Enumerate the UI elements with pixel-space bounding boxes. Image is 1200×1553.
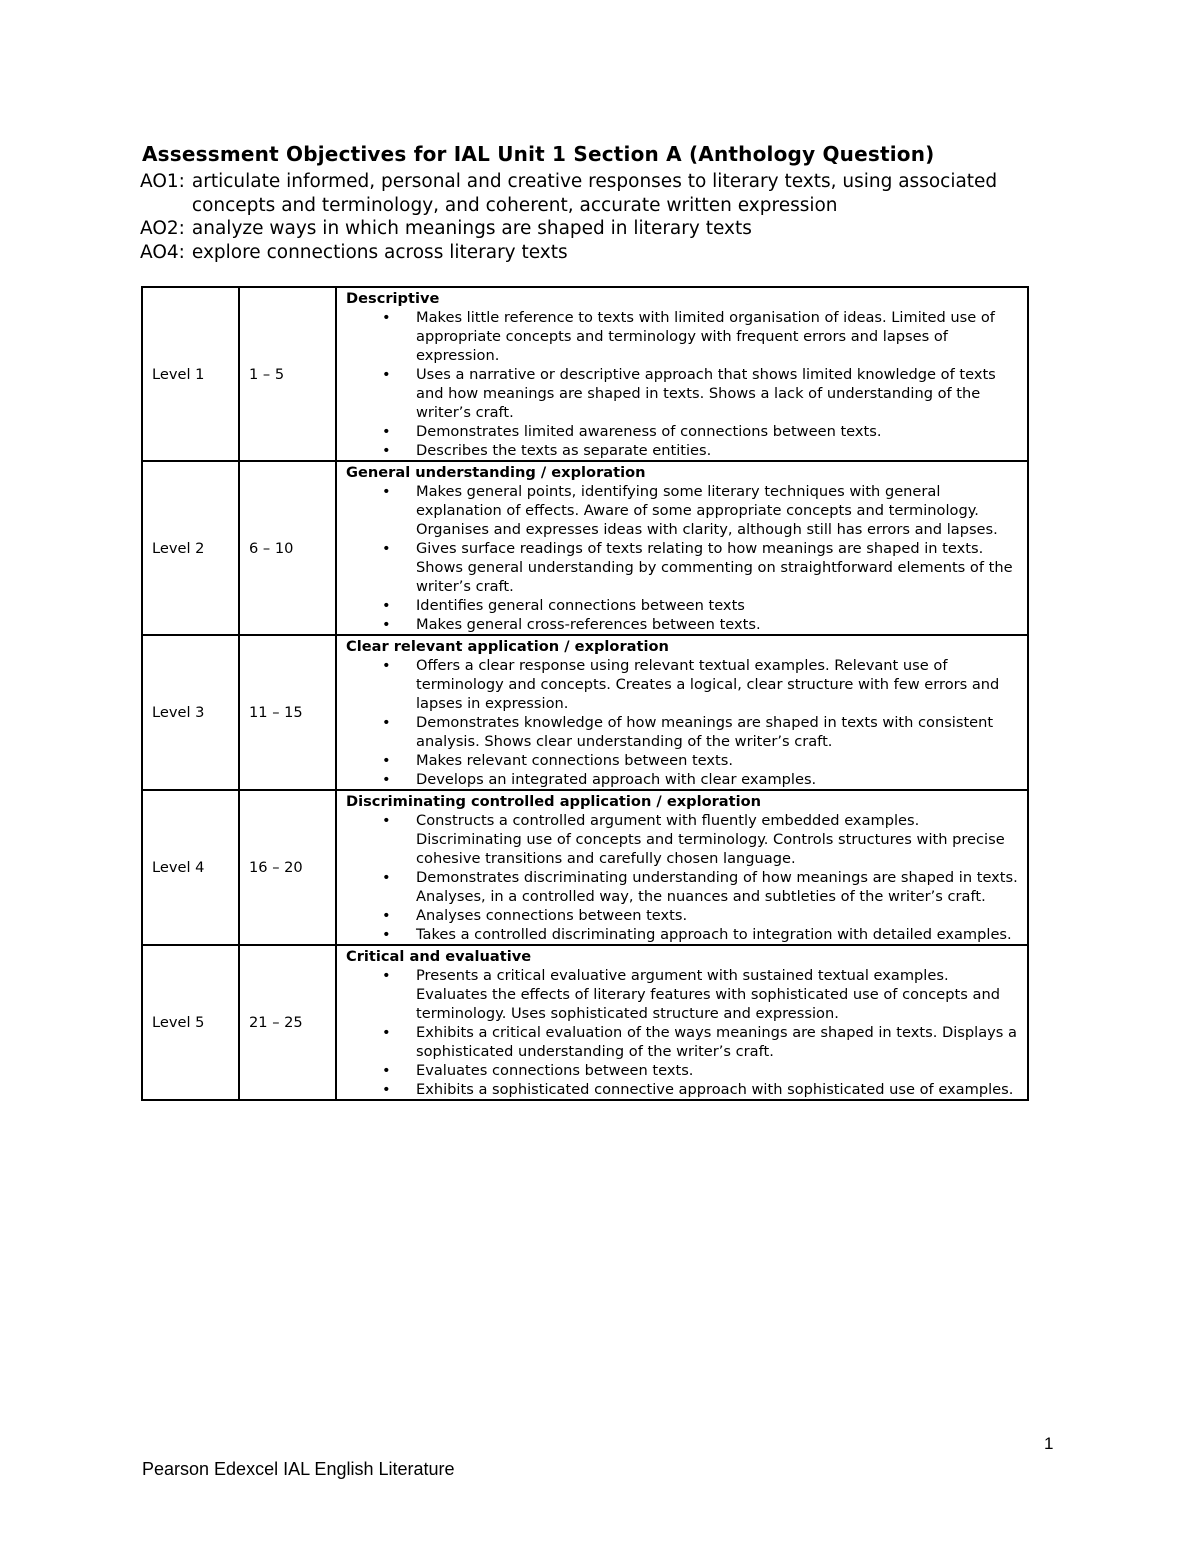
bullet-text: Analyses connections between texts. [416, 907, 688, 924]
descriptor-bullet [382, 925, 1021, 944]
level-row [142, 635, 1028, 790]
bullet-text: Makes little reference to texts with limited organisation of ideas. Limited use of appropriate concepts and terminology with frequent errors and lapses of expression. [416, 309, 995, 364]
bullet-dot-icon: • [382, 869, 391, 886]
bullet-text: Exhibits a critical evaluation of the ways meanings are shaped in texts. Displays a sophisticated understanding of the writer’s craft. [416, 1024, 1017, 1060]
level-row [142, 461, 1028, 635]
bullet-text: Develops an integrated approach with clear examples. [416, 771, 817, 788]
level-label: Level 1 [142, 287, 239, 461]
descriptor-heading: Clear relevant application / exploration [346, 638, 669, 655]
level-descriptor [336, 790, 1028, 945]
bullet-text: Makes relevant connections between texts. [416, 752, 734, 769]
descriptor-heading: Discriminating controlled application / exploration [346, 793, 762, 810]
objective-text: explore connections across literary texts [191, 241, 568, 263]
mark-range: 11 – 15 [239, 635, 336, 790]
descriptor-heading: Descriptive [346, 290, 440, 307]
objective-text: articulate informed, personal and creative responses to literary texts, using associated concepts and terminology, and coherent, accurate written expression [191, 171, 998, 216]
descriptor-bullet-list [346, 656, 1021, 789]
level-label: Level 2 [142, 461, 239, 635]
bullet-text: Offers a clear response using relevant textual examples. Relevant use of terminology and concepts. Creates a logical, clear structure with few errors and lapses in expression. [416, 657, 1000, 712]
objective-code: AO2: [140, 218, 185, 239]
mark-range: 6 – 10 [239, 461, 336, 635]
bullet-text: Demonstrates limited awareness of connections between texts. [416, 423, 882, 440]
descriptor-bullet [382, 1061, 1021, 1080]
descriptor-bullet [382, 596, 1021, 615]
descriptor-bullet [382, 308, 1021, 365]
objective-text: analyze ways in which meanings are shaped in literary texts [191, 218, 752, 239]
level-label: Level 3 [142, 635, 239, 790]
bullet-dot-icon: • [382, 926, 391, 943]
descriptor-bullet [382, 482, 1021, 539]
level-label: Level 5 [142, 945, 239, 1100]
descriptor-bullet [382, 906, 1021, 925]
descriptor-bullet-list [346, 308, 1021, 460]
bullet-dot-icon: • [382, 442, 391, 459]
bullet-text: Uses a narrative or descriptive approach that shows limited knowledge of texts and how meanings are shaped in texts. Shows a lack of understanding of the writer’s craft. [416, 366, 996, 421]
level-descriptor [336, 461, 1028, 635]
page-number: 1 [1044, 1434, 1054, 1453]
bullet-dot-icon: • [382, 967, 391, 984]
bullet-dot-icon: • [382, 771, 391, 788]
bullet-dot-icon: • [382, 366, 391, 383]
bullet-dot-icon: • [382, 423, 391, 440]
objective-ao2 [140, 217, 1070, 241]
bullet-dot-icon: • [382, 752, 391, 769]
descriptor-heading: Critical and evaluative [346, 948, 532, 965]
mark-range: 1 – 5 [239, 287, 336, 461]
descriptor-bullet-list [346, 811, 1021, 944]
descriptor-bullet [382, 422, 1021, 441]
descriptor-bullet [382, 441, 1021, 460]
objective-ao4 [140, 241, 1070, 265]
bullet-text: Describes the texts as separate entities. [416, 442, 712, 459]
descriptor-bullet [382, 868, 1021, 906]
bullet-dot-icon: • [382, 812, 391, 829]
descriptor-bullet [382, 713, 1021, 751]
objective-ao1 [140, 170, 1070, 217]
bullet-text: Makes general cross-references between texts. [416, 616, 761, 633]
bullet-dot-icon: • [382, 907, 391, 924]
bullet-dot-icon: • [382, 657, 391, 674]
bullet-dot-icon: • [382, 309, 391, 326]
level-descriptor [336, 287, 1028, 461]
descriptor-bullet [382, 365, 1021, 422]
descriptor-bullet-list [346, 482, 1021, 634]
descriptor-bullet [382, 1023, 1021, 1061]
level-descriptor-rows [142, 287, 1028, 1100]
bullet-text: Demonstrates knowledge of how meanings are shaped in texts with consistent analysis. Shows clear understanding of the writer’s craft. [416, 714, 994, 750]
bullet-text: Gives surface readings of texts relating to how meanings are shaped in texts. Shows general understanding by commenting on straightforward elements of the writer’s craft. [416, 540, 1013, 595]
bullet-text: Presents a critical evaluative argument with sustained textual examples. Evaluates the effects of literary features with sophisticated use of concepts and terminology. Uses sophisticated structure and expression. [416, 967, 1000, 1022]
descriptor-bullet [382, 751, 1021, 770]
objective-code: AO4: [140, 241, 185, 263]
bullet-dot-icon: • [382, 483, 391, 500]
level-row [142, 790, 1028, 945]
mark-range: 21 – 25 [239, 945, 336, 1100]
bullet-dot-icon: • [382, 1024, 391, 1041]
bullet-text: Makes general points, identifying some literary techniques with general explanation of effects. Aware of some appropriate concepts and terminology. Organises and expresses ideas with clarity, although still has errors and lapses. [416, 483, 998, 538]
bullet-text: Exhibits a sophisticated connective approach with sophisticated use of examples. [416, 1081, 1014, 1098]
bullet-text: Takes a controlled discriminating approach to integration with detailed examples. [416, 926, 1012, 943]
descriptor-bullet-list [346, 966, 1021, 1099]
bullet-dot-icon: • [382, 714, 391, 731]
level-descriptor-table [141, 286, 1029, 1101]
level-label: Level 4 [142, 790, 239, 945]
bullet-dot-icon: • [382, 1081, 391, 1098]
descriptor-bullet [382, 539, 1021, 596]
descriptor-bullet [382, 770, 1021, 789]
descriptor-bullet [382, 1080, 1021, 1099]
bullet-dot-icon: • [382, 616, 391, 633]
level-descriptor [336, 635, 1028, 790]
bullet-text: Identifies general connections between texts [416, 597, 745, 614]
descriptor-heading: General understanding / exploration [346, 464, 646, 481]
page-title: Assessment Objectives for IAL Unit 1 Section A (Anthology Question) [142, 142, 935, 166]
level-row [142, 945, 1028, 1100]
assessment-objectives-list [140, 170, 1070, 264]
bullet-dot-icon: • [382, 597, 391, 614]
level-descriptor [336, 945, 1028, 1100]
bullet-text: Constructs a controlled argument with fluently embedded examples. Discriminating use of concepts and terminology. Controls structures with precise cohesive transitions and carefully chosen language. [416, 812, 1005, 867]
objective-code: AO1: [140, 171, 185, 192]
bullet-text: Evaluates connections between texts. [416, 1062, 694, 1079]
mark-range: 16 – 20 [239, 790, 336, 945]
bullet-dot-icon: • [382, 540, 391, 557]
bullet-dot-icon: • [382, 1062, 391, 1079]
descriptor-bullet [382, 966, 1021, 1023]
descriptor-bullet [382, 656, 1021, 713]
descriptor-bullet [382, 615, 1021, 634]
level-row [142, 287, 1028, 461]
descriptor-bullet [382, 811, 1021, 868]
bullet-text: Demonstrates discriminating understanding of how meanings are shaped in texts. Analyses, in a controlled way, the nuances and subtleties of the writer’s craft. [416, 869, 1018, 905]
page-footer: Pearson Edexcel IAL English Literature [142, 1459, 455, 1479]
